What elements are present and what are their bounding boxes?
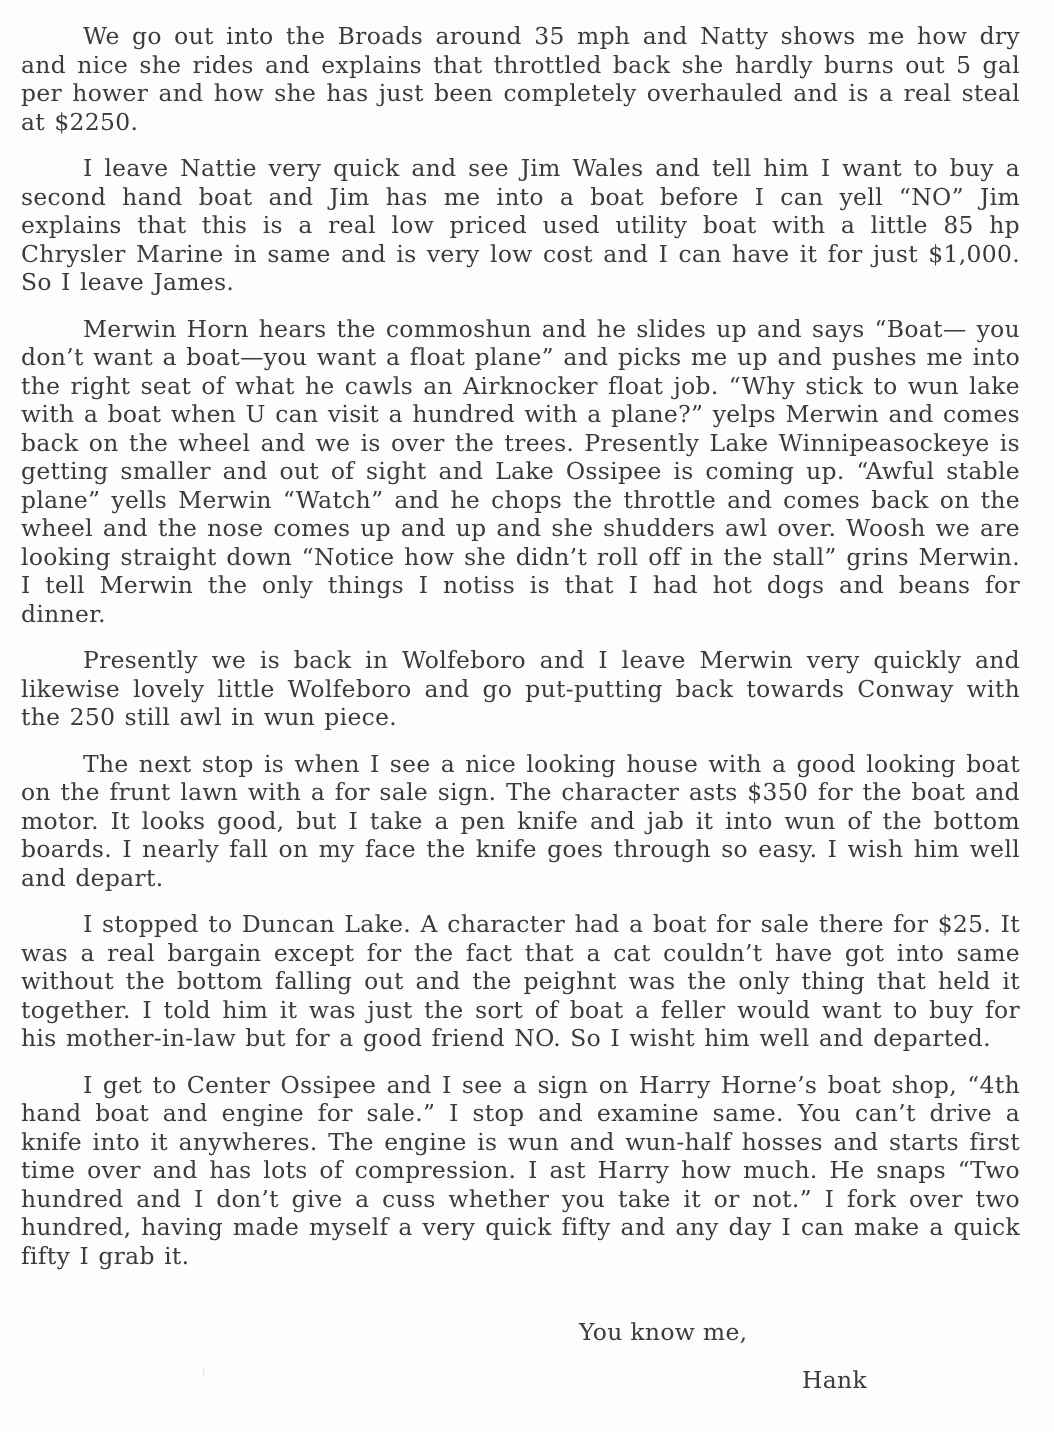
paragraph-jim-wales: I leave Nattie very quick and see Jim Wales and tell him I want to buy a second hand boat and Jim has me into a boat before I can yell “NO” Jim explains that this is a real low priced used utility boat with a little 85 hp Chrysler Marine in same and is very low cost and I can have it for just $1,000. So I leave James. (21, 154, 1020, 296)
paragraph-back-in-wolfeboro: Presently we is back in Wolfeboro and I leave Merwin very quickly and likewise lovely little Wolfeboro and go put-putting back towards Conway with the 250 still awl in wun piece. (21, 646, 1020, 731)
paragraph-house-boat-for-sale: The next stop is when I see a nice looking house with a good looking boat on the frunt lawn with a for sale sign. The character asts $350 for the boat and motor. It looks good, but I take a pen knife and jab it into wun of the bottom boards. I nearly fall on my face the knife goes through so easy. I wish him well and depart. (21, 749, 1020, 892)
letter-signature: Hank (802, 1366, 867, 1394)
letter-body (21, 22, 1020, 1288)
paragraph-broads-ride: We go out into the Broads around 35 mph and Natty shows me how dry and nice she rides and explains that throttled back she hardly burns out 5 gal per hower and how she has just been completely overhauled and is a real steal at $2250. (21, 22, 1020, 136)
paragraph-center-ossipee: I get to Center Ossipee and I see a sign on Harry Horne’s boat shop, “4th hand boat and engine for sale.” I stop and examine same. You can’t drive a knife into it anywheres. The engine is wun and wun-half hosses and starts first time over and has lots of compression. I ast Harry how much. He snaps “Two hundred and I don’t give a cuss whether you take it or not.” I fork over two hundred, having made myself a very quick fifty and any day I can make a quick fifty I grab it. (21, 1070, 1020, 1270)
paragraph-merwin-float-plane: Merwin Horn hears the commoshun and he slides up and says “Boat— you don’t want a boat—you want a float plane” and picks me up and pushes me into the right seat of what he cawls an Airknocker float job. “Why stick to wun lake with a boat when U can visit a hundred with a plane?” yelps Merwin and comes back on the wheel and we is over the trees. Presently Lake Winnipeasockeye is getting smaller and out of sight and Lake Ossipee is coming up. “Awful stable plane” yells Merwin “Watch” and he chops the throttle and comes back on the wheel and the nose comes up and up and she shudders awl over. Woosh we are looking straight down “Notice how she didn’t roll off in the stall” grins Merwin. I tell Merwin the only things I notiss is that I had hot dogs and beans for dinner. (21, 314, 1020, 628)
paper-speck (203, 1368, 207, 1377)
letter-closing: You know me, (579, 1318, 748, 1346)
paragraph-duncan-lake: I stopped to Duncan Lake. A character had a boat for sale there for $25. It was a real bargain except for the fact that a cat couldn’t have got into same without the bottom falling out and the peighnt was the only thing that held it together. I told him it was just the sort of boat a feller would want to buy for his mother-in-law but for a good friend NO. So I wisht him well and departed. (21, 910, 1020, 1052)
